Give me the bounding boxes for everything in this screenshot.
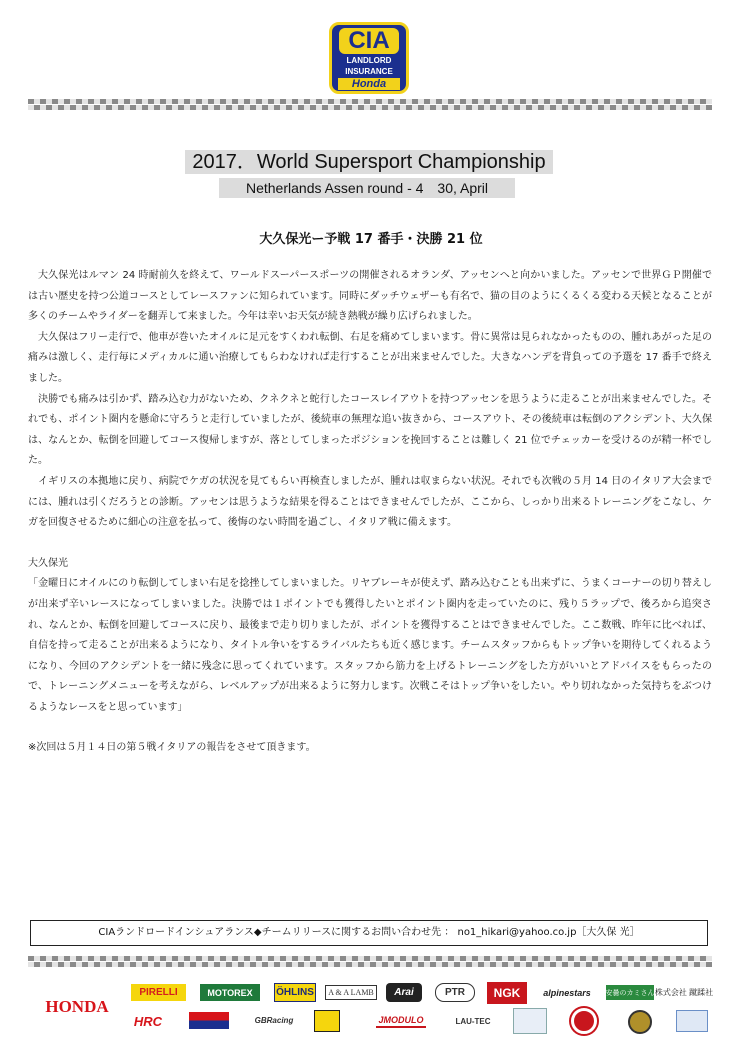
arai-logo: Arai xyxy=(386,983,422,1002)
bottom-checkered-divider xyxy=(28,956,712,967)
ngk-logo: NGK xyxy=(487,982,527,1004)
logo-landlord-text: LANDLORD xyxy=(346,56,392,65)
report-body xyxy=(28,266,712,759)
page-subtitle: Netherlands Assen round - 4 30, April xyxy=(219,178,515,198)
paragraph-recovery: イギリスの本拠地に戻り、病院でケガの状況を見てもらい再検査しましたが、腫れは収まらない状況。それでも次戦の５月 14 日のイタリア大会までには、腫れは引くだろうとの診断。アッセンは思うような結果を得ることはできませんでしたが、ここから、しっかり出来るトレーニングをこなし、ケガを回復させるために細心の注意を払って、後悔のない時間を過ごし、イタリア戦に備えます。 xyxy=(28,475,712,529)
page-title: 2017．World Supersport Championship xyxy=(185,150,553,174)
motorex-logo: MOTOREX xyxy=(200,984,260,1001)
gold-circle-emblem-icon xyxy=(628,1010,652,1034)
jmodulo-logo: JMODULO xyxy=(376,1013,426,1028)
lautec-logo: LAU-TEC xyxy=(455,1016,491,1026)
pirelli-logo: PIRELLI xyxy=(131,984,186,1001)
red-circle-emblem-icon xyxy=(571,1008,597,1034)
result-headline: 大久保光ー予戦 17 番手・決勝 21 位 xyxy=(259,232,483,247)
paragraph-practice: 大久保はフリー走行で、他車が巻いたオイルに足元をすくわれ転倒、右足を痛めてしまいます。骨に異常は見られなかったものの、腫れあがった足の痛みは激しく、走行毎にメディカルに通い治療してもらわなければ走行することが出来ませんでした。大きなハンデを背負っての予選を 17 番手で終えました。 xyxy=(28,331,712,384)
cia-honda-logo xyxy=(329,22,409,94)
contact-box: CIAランドロードインシュアランス◆チームリリースに関するお問い合わせ先 ： no1_hikari@yahoo.co.jp［大久保 光］ xyxy=(30,920,708,946)
blue-sponsor-emblem-icon xyxy=(676,1010,708,1032)
paragraph-race: 決勝でも痛みは引かず、踏み込む力がないため、クネクネと蛇行したコースレイアウトを持つアッセンを思うように走ることが出来ませんでした。それでも、ポイント圏内を懸命に守ろうと走行していましたが、後続車の無理な追い抜きから、コースアウト、その後続車は転倒のアクシデント、大久保は、なんとか、転倒を回避してコース復帰しますが、落としてしまったポジションを挽回することは難しく 21 位でチェッカーを受けるのが精一杯でした。 xyxy=(28,393,712,467)
gbracing-logo: GBRacing xyxy=(254,1016,294,1025)
logo-insurance-text: INSURANCE xyxy=(345,67,393,76)
alpinestars-logo: alpinestars xyxy=(543,987,591,998)
shuhei-logo: 株式会社 蹴蹂社 xyxy=(654,988,714,997)
aalamb-logo: A & A LAMB xyxy=(325,985,377,1000)
hrc-logo: HRC xyxy=(133,1013,163,1029)
logo-honda-text: Honda xyxy=(338,78,400,90)
paragraph-intro: 大久保光はルマン 24 時耐前久を終えて、ワールドスーパースポーツの開催されるオランダ、アッセンへと向かいました。アッセンで世界ＧＰ開催では古い歴史を持つ公道コースとしてレースファンに知られています。同時にダッチウェザーも有名で、猫の目のようにくるくる変わる天候となることが多くのチームやライダーを翻弄して来ました。今年は幸いお天気が続き熱戦が繰り広げられました。 xyxy=(28,270,712,323)
rider-name: 大久保光 xyxy=(28,557,68,569)
sponsor-logos xyxy=(0,980,742,1050)
honda-logo: HONDA xyxy=(45,997,109,1016)
ohlins-logo: ÖHLINS xyxy=(274,983,316,1002)
rider-quote: 「金曜日にオイルにのり転倒してしまい右足を捻挫してしまいました。リヤブレーキが使えず、踏み込むことも出来ずに、うまくコーナーの切り替えしが出来ず辛いレースになってしまいました。決勝では１ポイントでも獲得したいとポイント圏内を走っていたのに、残り５ラップで、後ろから追突され、なんとか、転倒を回避してコースに戻り、最後まで走り切りましたが、ポイントを獲得することはできませんでした。ここ数戦、昨年に比べれば、自信を持って走ることが出来るようになり、タイトル争いをするライバルたちも近く感じます。チームスタッフからもトップ争いを期待してくれるようになり、今回のアクシデントを一緒に残念に思ってくれています。スタッフから筋力を上げるトレーニングをした方がいいとアドバイスをもらったので、トレーニングメニューを考えながら、レベルアップが出来るように努力します。次戦こそはトップ争いをしたい。やり切れなかった気持ちをぶつけるようなレースをと思っています」 xyxy=(28,578,712,713)
flag-emblem-icon xyxy=(189,1012,229,1029)
cube-logo-icon xyxy=(314,1010,340,1032)
kamesan-logo: 安曇のカミさん xyxy=(606,985,654,1000)
crest-emblem-icon xyxy=(513,1008,547,1034)
top-checkered-divider xyxy=(28,99,712,110)
next-report-note: ※次回は５月１４日の第５戦イタリアの報告をさせて頂きます。 xyxy=(28,742,316,754)
ptr-logo: PTR xyxy=(435,983,475,1002)
logo-cia-text: CIA xyxy=(339,28,399,54)
